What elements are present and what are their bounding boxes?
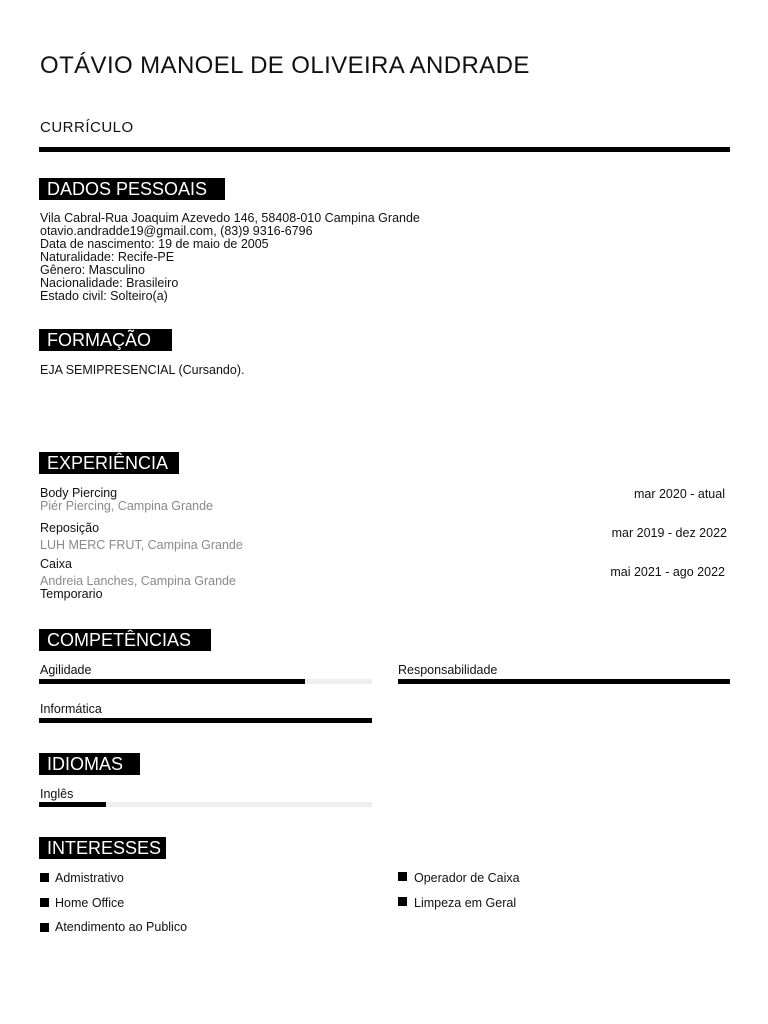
personal-contact: otavio.andradde19@gmail.com, (83)9 9316-6796 [40,224,313,238]
personal-address: Vila Cabral-Rua Joaquim Azevedo 146, 58408-010 Campina Grande [40,211,420,225]
bullet-square-icon [40,873,49,882]
interest-item: Admistrativo [55,871,124,885]
interest-item: Limpeza em Geral [414,896,517,910]
section-heading-education: FORMAÇÃO [39,329,172,351]
experience-period: mar 2019 - dez 2022 [611,526,727,540]
experience-period: mai 2021 - ago 2022 [610,565,725,579]
personal-birthplace: Naturalidade: Recife-PE [40,250,175,264]
bullet-square-icon [398,872,407,881]
candidate-name: OTÁVIO MANOEL DE OLIVEIRA ANDRADE [40,52,530,79]
experience-company: Andreia Lanches, Campina Grande [40,574,236,588]
skill-label: Informática [40,702,102,716]
experience-note: Temporario [40,587,103,601]
skill-label: Responsabilidade [398,663,498,677]
experience-role: Body Piercing [40,486,118,500]
interest-item: Atendimento ao Publico [55,920,188,934]
language-label: Inglês [40,787,74,801]
language-bar [39,802,372,807]
section-heading-skills: COMPETÊNCIAS [39,629,211,651]
bullet-square-icon [40,898,49,907]
interest-item: Operador de Caixa [414,871,520,885]
section-heading-interests: INTERESSES [39,837,166,859]
education-item: EJA SEMIPRESENCIAL (Cursando). [40,363,245,377]
section-heading-experience: EXPERIÊNCIA [39,452,179,474]
personal-marital-status: Estado civil: Solteiro(a) [40,289,168,303]
skill-label: Agilidade [40,663,92,677]
personal-birth: Data de nascimento: 19 de maio de 2005 [40,237,269,251]
experience-role: Caixa [40,557,72,571]
skill-bar [398,679,730,684]
personal-nationality: Nacionalidade: Brasileiro [40,276,179,290]
section-heading-personal: DADOS PESSOAIS [39,178,225,200]
skill-bar-fill [39,718,372,723]
header-divider [39,147,730,152]
experience-company: Piér Piercing, Campina Grande [40,499,213,513]
bullet-square-icon [398,897,407,906]
interest-item: Home Office [55,896,125,910]
bullet-square-icon [40,923,49,932]
language-bar-fill [39,802,106,807]
skill-bar [39,679,372,684]
experience-period: mar 2020 - atual [633,487,725,501]
document-subtitle: CURRÍCULO [40,119,134,136]
experience-role: Reposição [40,521,100,535]
personal-gender: Gênero: Masculino [40,263,145,277]
experience-company: LUH MERC FRUT, Campina Grande [40,538,243,552]
skill-bar [39,718,372,723]
skill-bar-fill [398,679,730,684]
skill-bar-fill [39,679,305,684]
section-heading-languages: IDIOMAS [39,753,140,775]
